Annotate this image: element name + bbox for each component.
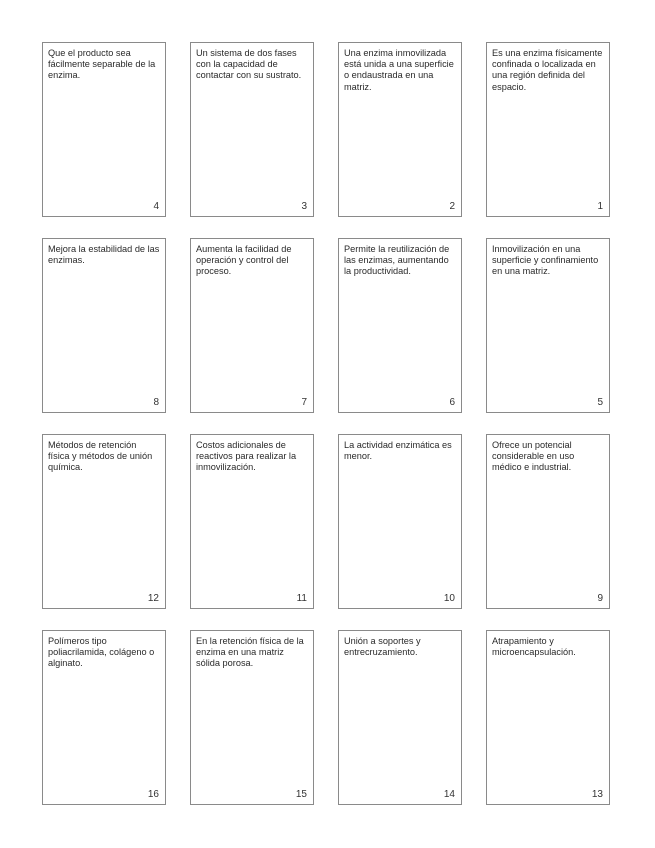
card-number: 10 [443,593,455,604]
flashcard [190,434,314,609]
flashcard [42,630,166,805]
card-text: Polímeros tipo poliacrilamida, colágeno o alginato. [48,636,155,669]
flashcard [338,42,462,217]
card-text: Permite la reutilización de las enzimas, aumentando la productividad. [344,244,450,277]
card-text: Métodos de retención física y métodos de unión química. [48,440,153,473]
card-number: 11 [296,593,307,604]
card-text: Costos adicionales de reactivos para realizar la inmovilización. [196,440,297,473]
card-number: 13 [591,789,603,800]
card-number: 16 [147,789,159,800]
flashcard [42,434,166,609]
card-text: Ofrece un potencial considerable en uso médico e industrial. [492,440,575,473]
flashcard [190,42,314,217]
card-text: Atrapamiento y microencapsulación. [492,636,576,658]
card-number: 15 [295,789,307,800]
flashcard [42,42,166,217]
flashcard [338,238,462,413]
flashcard [486,238,610,413]
card-number: 4 [153,201,159,212]
flashcard [486,434,610,609]
flashcard [486,42,610,217]
card-number: 12 [147,593,159,604]
card-text: Aumenta la facilidad de operación y control del proceso. [196,244,292,277]
flashcard [338,434,462,609]
card-text: Que el producto sea fácilmente separable de la enzima. [48,48,156,81]
card-number: 2 [449,201,455,212]
card-number: 8 [153,397,159,408]
flashcard [190,630,314,805]
flashcard [338,630,462,805]
card-text: La actividad enzimática es menor. [344,440,452,462]
card-number: 9 [597,593,603,604]
card-text: En la retención física de la enzima en una matriz sólida porosa. [196,636,304,669]
card-number: 1 [597,201,603,212]
flashcard [190,238,314,413]
card-number: 3 [301,201,307,212]
card-text: Unión a soportes y entrecruzamiento. [344,636,421,658]
card-text: Inmovilización en una superficie y confinamiento en una matriz. [492,244,599,277]
card-text: Una enzima inmovilizada está unida a una superficie o endaustrada en una matriz. [344,48,454,92]
card-number: 7 [301,397,307,408]
flashcard [42,238,166,413]
card-number: 6 [449,397,455,408]
card-number: 5 [597,397,603,408]
card-text: Un sistema de dos fases con la capacidad de contactar con su sustrato. [196,48,302,81]
card-text: Mejora la estabilidad de las enzimas. [48,244,160,266]
flashcard-grid [42,42,610,805]
card-number: 14 [443,789,455,800]
flashcard [486,630,610,805]
card-text: Es una enzima físicamente confinada o localizada en una región definida del espacio. [492,48,603,92]
